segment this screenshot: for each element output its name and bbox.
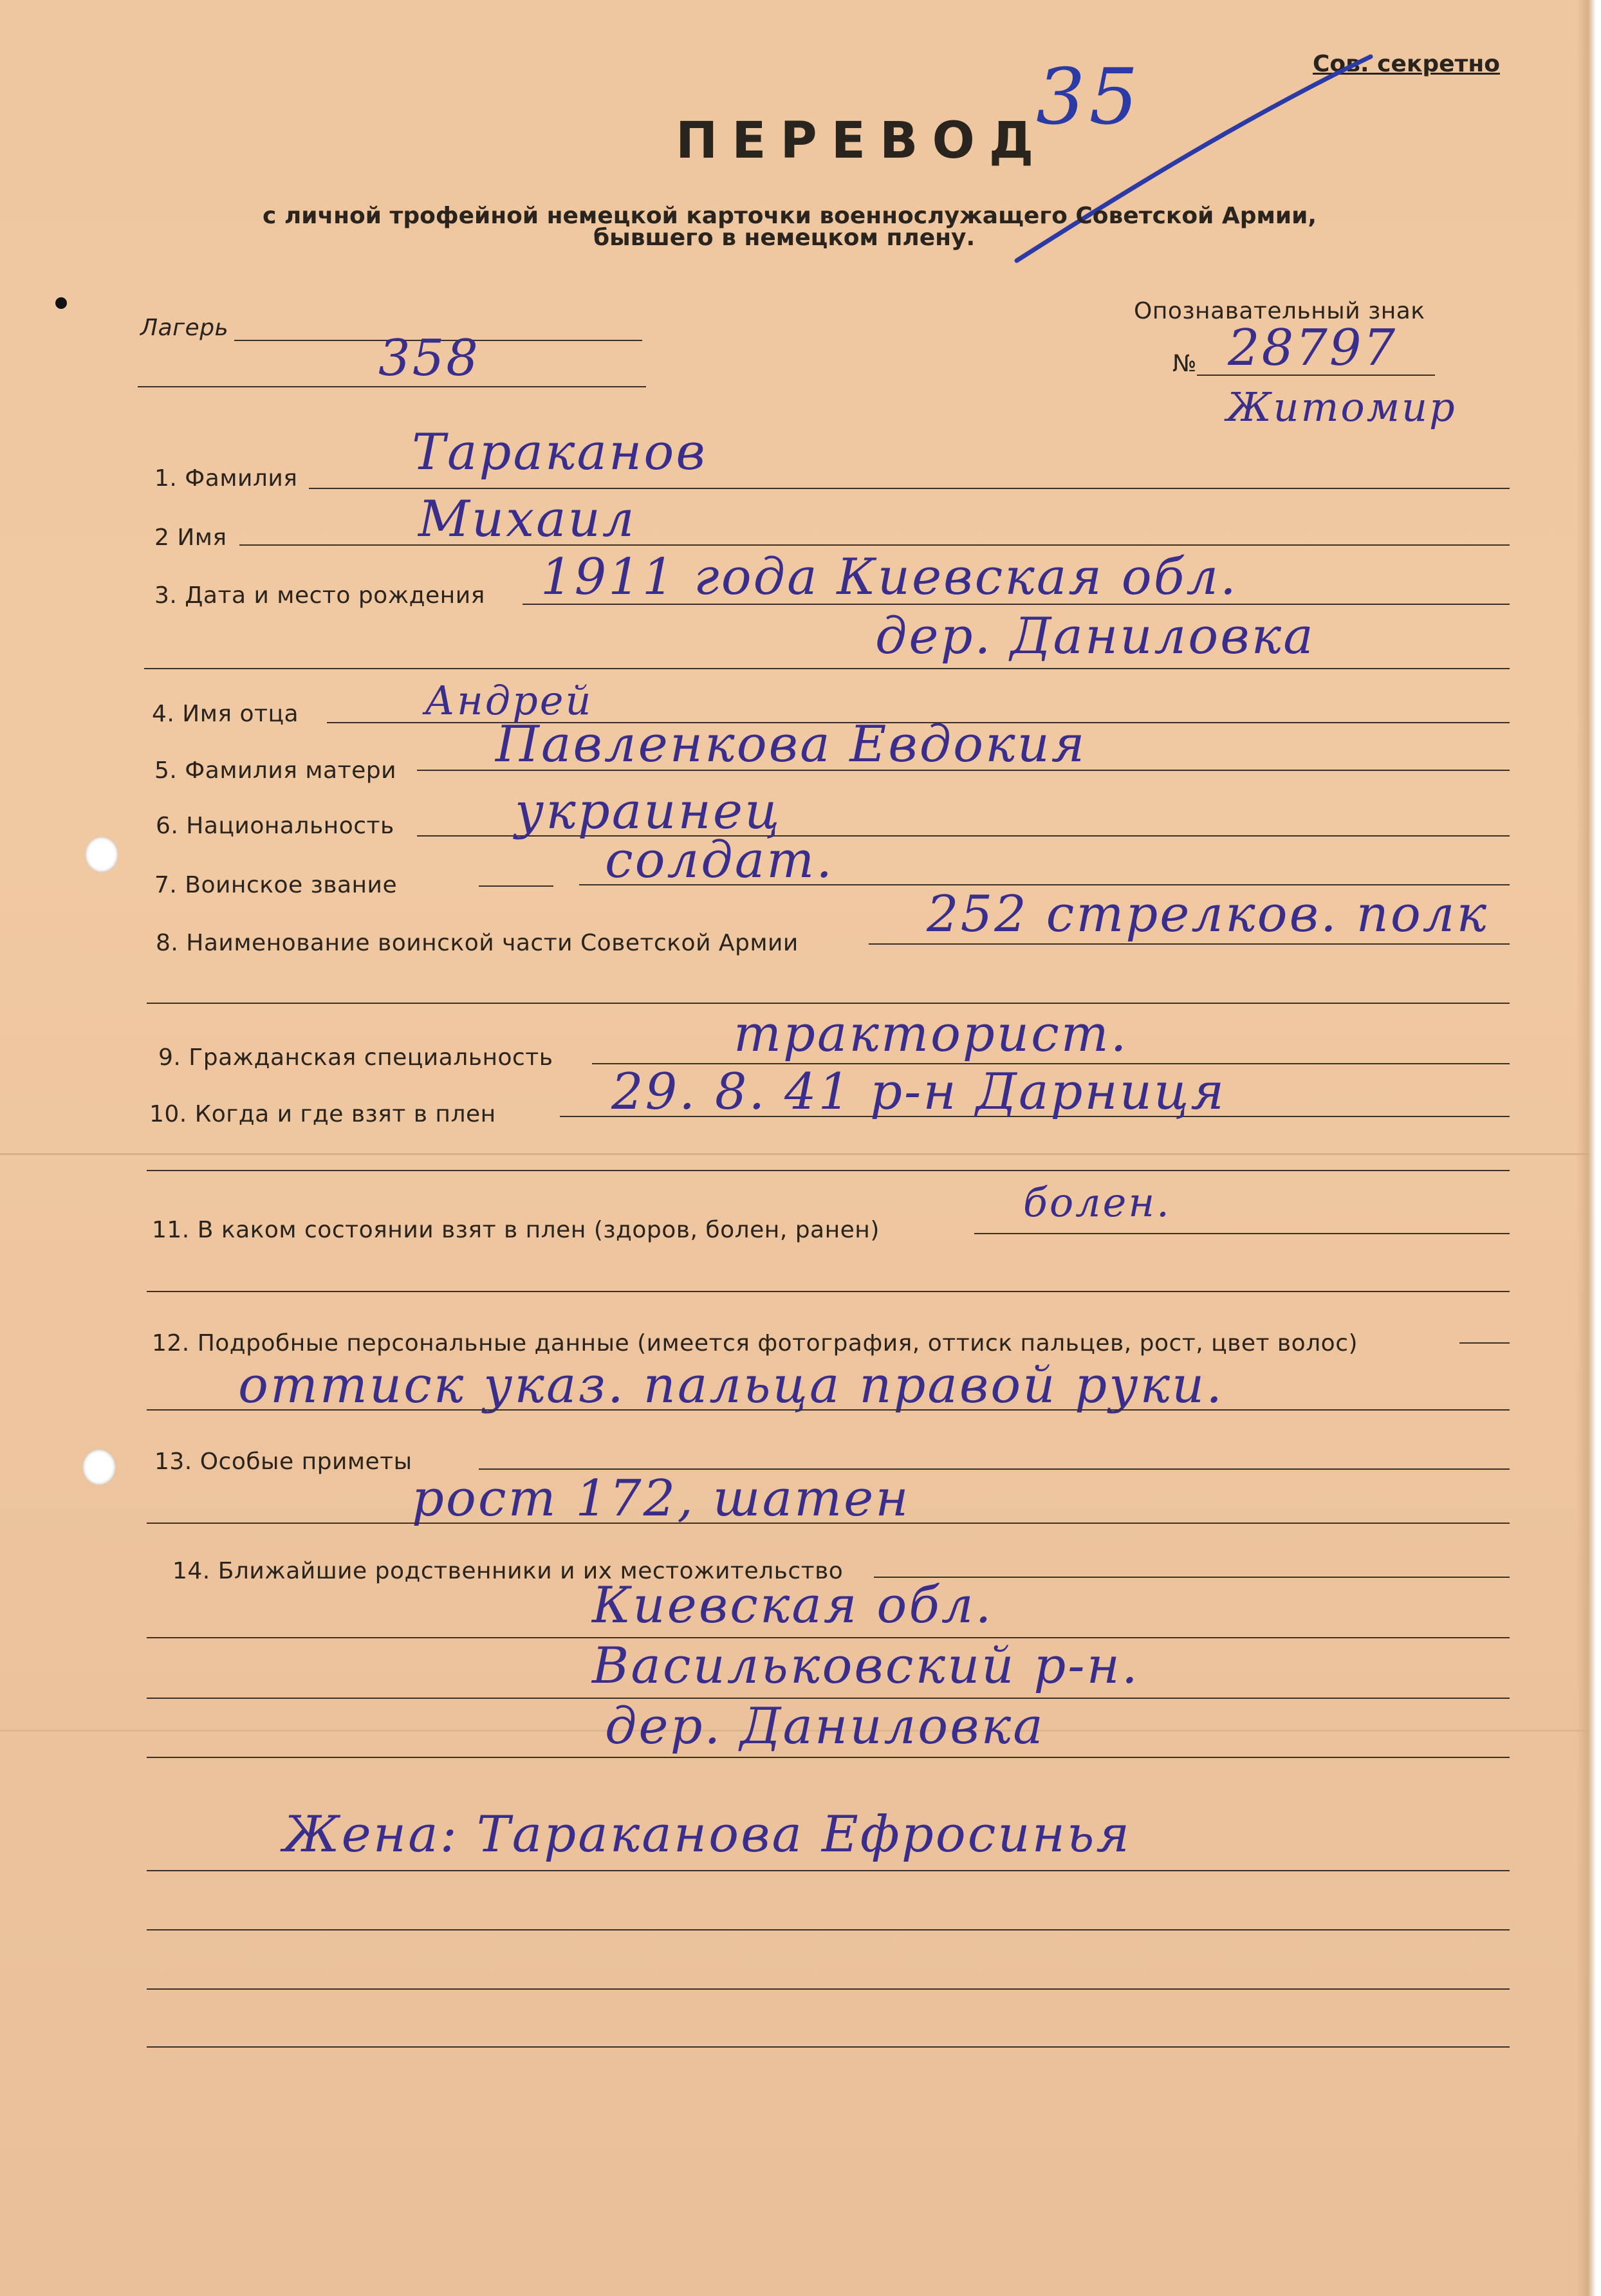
field-condition-line-2	[147, 1291, 1510, 1292]
punch-hole	[85, 837, 118, 873]
field-relatives-line-7	[147, 1988, 1510, 1990]
field-condition-value: болен.	[1023, 1179, 1171, 1226]
field-personal-line	[1459, 1342, 1510, 1344]
document-subtitle-line2: бывшего в немецком плену.	[593, 225, 976, 251]
field-relatives-value-2: Васильковский р-н.	[592, 1637, 1140, 1695]
field-relatives-line-8	[147, 2046, 1510, 2048]
tag-number-label: №	[1172, 351, 1197, 377]
field-captured-label: 10. Когда и где взят в плен	[149, 1101, 496, 1127]
field-name-label: 2 Имя	[154, 524, 227, 551]
field-features-value: рост 172, шатен	[412, 1470, 911, 1528]
field-unit-line	[869, 943, 1510, 945]
document-subtitle-line1: с личной трофейной немецкой карточки военнослужащего Советской Армии,	[263, 203, 1317, 229]
paper-fold	[0, 1153, 1596, 1155]
field-unit-line-2	[147, 1003, 1510, 1004]
field-surname-line	[309, 488, 1510, 489]
field-rank-value: солдат.	[605, 831, 835, 889]
field-personal-value: оттиск указ. пальца правой руки.	[238, 1356, 1225, 1414]
field-relatives-label: 14. Ближайшие родственники и их местожительство	[172, 1558, 844, 1584]
field-profession-value: тракторист.	[734, 1005, 1129, 1063]
camp-label: Лагерь	[140, 315, 229, 341]
field-father-label: 4. Имя отца	[152, 701, 299, 727]
field-name-value: Михаил	[418, 490, 636, 548]
field-relatives-line-4	[147, 1757, 1510, 1758]
field-relatives-value-1: Киевская обл.	[592, 1577, 994, 1634]
tag-note: Житомир	[1226, 384, 1457, 430]
field-father-value: Андрей	[425, 677, 593, 724]
field-relatives-value-4: Жена: Тараканова Ефросинья	[283, 1806, 1132, 1864]
field-unit-label: 8. Наименование воинской части Советской Армии	[156, 930, 799, 956]
field-surname-value: Тараканов	[412, 423, 707, 481]
field-relatives-line-5	[147, 1870, 1510, 1871]
field-condition-line	[974, 1233, 1510, 1234]
field-birth-value: 1911 года Киевская обл.	[541, 548, 1238, 606]
field-relatives-line-6	[147, 1929, 1510, 1930]
handwritten-number: 35	[1036, 53, 1142, 142]
field-nationality-value: украинец	[515, 782, 782, 840]
tag-value: 28797	[1228, 319, 1398, 377]
field-captured-value: 29. 8. 41 р-н Дарниця	[611, 1063, 1226, 1121]
field-birth-label: 3. Дата и место рождения	[154, 582, 485, 609]
field-profession-label: 9. Гражданская специальность	[158, 1044, 553, 1071]
field-birth-line-2	[144, 668, 1510, 669]
field-personal-label: 12. Подробные персональные данные (имеется фотография, оттиск пальцев, рост, цвет волос)	[152, 1330, 1358, 1356]
field-rank-label: 7. Воинское звание	[154, 872, 398, 898]
camp-value: 358	[378, 329, 480, 387]
paper-edge	[1577, 0, 1596, 2296]
document-title: ПЕРЕВОД	[676, 112, 1048, 170]
field-captured-line-2	[147, 1170, 1510, 1171]
field-features-line-2	[147, 1523, 1510, 1524]
field-condition-label: 11. В каком состоянии взят в плен (здоров, болен, ранен)	[152, 1217, 880, 1243]
field-mother-label: 5. Фамилия матери	[154, 757, 396, 784]
field-personal-line-2	[147, 1409, 1510, 1411]
punch-hole	[82, 1449, 116, 1485]
field-surname-label: 1. Фамилия	[154, 465, 298, 492]
tag-label: Опознавательный знак	[1134, 298, 1425, 324]
field-nationality-label: 6. Национальность	[156, 813, 394, 839]
field-birth-value-2: дер. Даниловка	[875, 607, 1315, 665]
field-features-label: 13. Особые приметы	[154, 1449, 412, 1475]
field-unit-value: 252 стрелков. полк	[927, 885, 1489, 943]
field-rank-line-short	[479, 885, 553, 887]
field-relatives-value-3: дер. Даниловка	[605, 1698, 1045, 1755]
field-mother-value: Павленкова Евдокия	[495, 716, 1087, 773]
classification-stamp: Сов. секретно	[1313, 51, 1500, 77]
